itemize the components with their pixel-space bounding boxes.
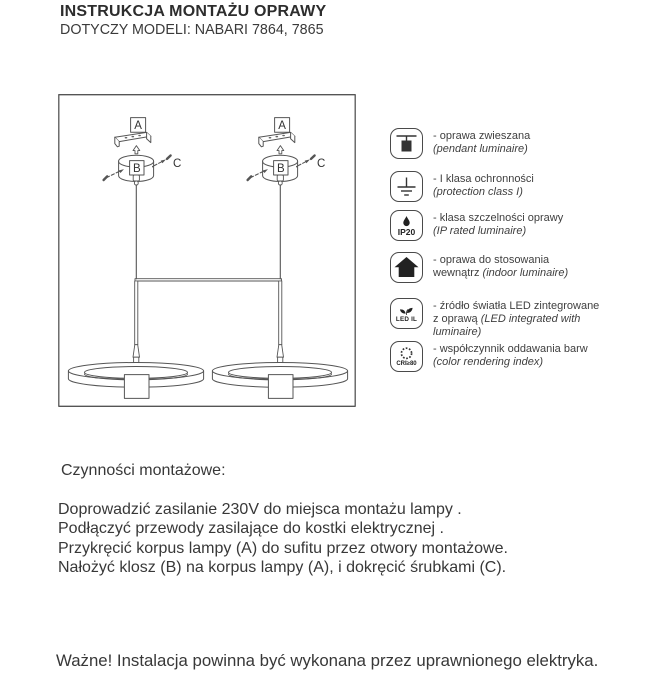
pendant-luminaire-icon: [390, 128, 423, 159]
led-integrated-icon: [390, 298, 423, 329]
header: [60, 3, 326, 38]
warning-note: Ważne! Instalacja powinna być wykonana przez uprawnionego elektryka.: [56, 651, 599, 670]
page-subtitle: DOTYCZY MODELI: NABARI 7864, 7865: [60, 22, 324, 38]
pendant-lamp-right: [212, 118, 347, 399]
label-a-right: A: [278, 120, 286, 133]
step-line: Nałożyć klosz (B) na korpus lampy (A), i dokręcić śrubkami (C).: [58, 558, 507, 576]
assembly-diagram: [58, 94, 356, 407]
steps-heading: Czynności montażowe:: [61, 462, 226, 479]
legend-item-indoor: [390, 252, 633, 283]
indoor-use-icon: [390, 252, 423, 283]
legend-text-pl: - klasa szczelności oprawy: [433, 212, 564, 224]
label-c-left: C: [173, 158, 182, 171]
mounting-steps: [58, 500, 508, 577]
protection-class-1-icon: [390, 171, 423, 202]
legend-text-en: luminaire): [433, 326, 482, 339]
legend-text-pl: z oprawą: [433, 313, 481, 326]
legend-text-pl: - współczynnik oddawania barw: [433, 343, 588, 355]
page-title: INSTRUKCJA MONTAŻU OPRAWY: [60, 3, 327, 20]
step-line: Przykręcić korpus lampy (A) do sufitu przez otwory montażowe.: [58, 539, 508, 557]
legend-text-pl: wewnątrz: [433, 267, 483, 280]
label-a-left: A: [134, 120, 142, 133]
legend-text-en: (IP rated luminaire): [433, 225, 527, 238]
step-line: Doprowadzić zasilanie 230V do miejsca montażu lampy .: [58, 501, 462, 518]
legend-text-en: (indoor luminaire): [482, 267, 569, 280]
label-b-right: B: [276, 163, 285, 175]
legend-item-cri: [390, 341, 633, 372]
legend-text-en: (pendant luminaire): [433, 143, 528, 156]
label-c-right: C: [317, 158, 326, 171]
pendant-lamp-left: [68, 118, 203, 399]
legend-text-pl: - oprawa zwieszana: [433, 130, 531, 142]
connecting-bar: [135, 279, 282, 281]
ip20-icon: [390, 210, 423, 241]
legend-text-en: (protection class I): [433, 186, 523, 199]
diagram-frame: [59, 95, 355, 407]
label-b-left: B: [132, 163, 141, 175]
legend-item-ip-rating: [390, 210, 633, 241]
legend-text-pl: - źródło światła LED zintegrowane: [433, 300, 600, 312]
legend-text-pl: - I klasa ochronności: [433, 173, 534, 185]
step-line: Podłączyć przewody zasilające do kostki elektrycznej .: [58, 520, 444, 538]
legend-text-en: (LED integrated with: [480, 313, 581, 326]
led-il-badge: LED IL: [395, 315, 418, 323]
cri-badge: CRI≥80: [396, 360, 417, 367]
legend-item-led: [390, 298, 633, 340]
legend-text-pl: - oprawa do stosowania: [433, 254, 550, 266]
legend-item-protection-class: [390, 171, 633, 202]
ip20-badge: IP20: [397, 226, 416, 237]
cri-icon: [390, 341, 423, 372]
legend-text-en: (color rendering index): [433, 356, 544, 369]
legend-item-pendant: [390, 128, 633, 159]
